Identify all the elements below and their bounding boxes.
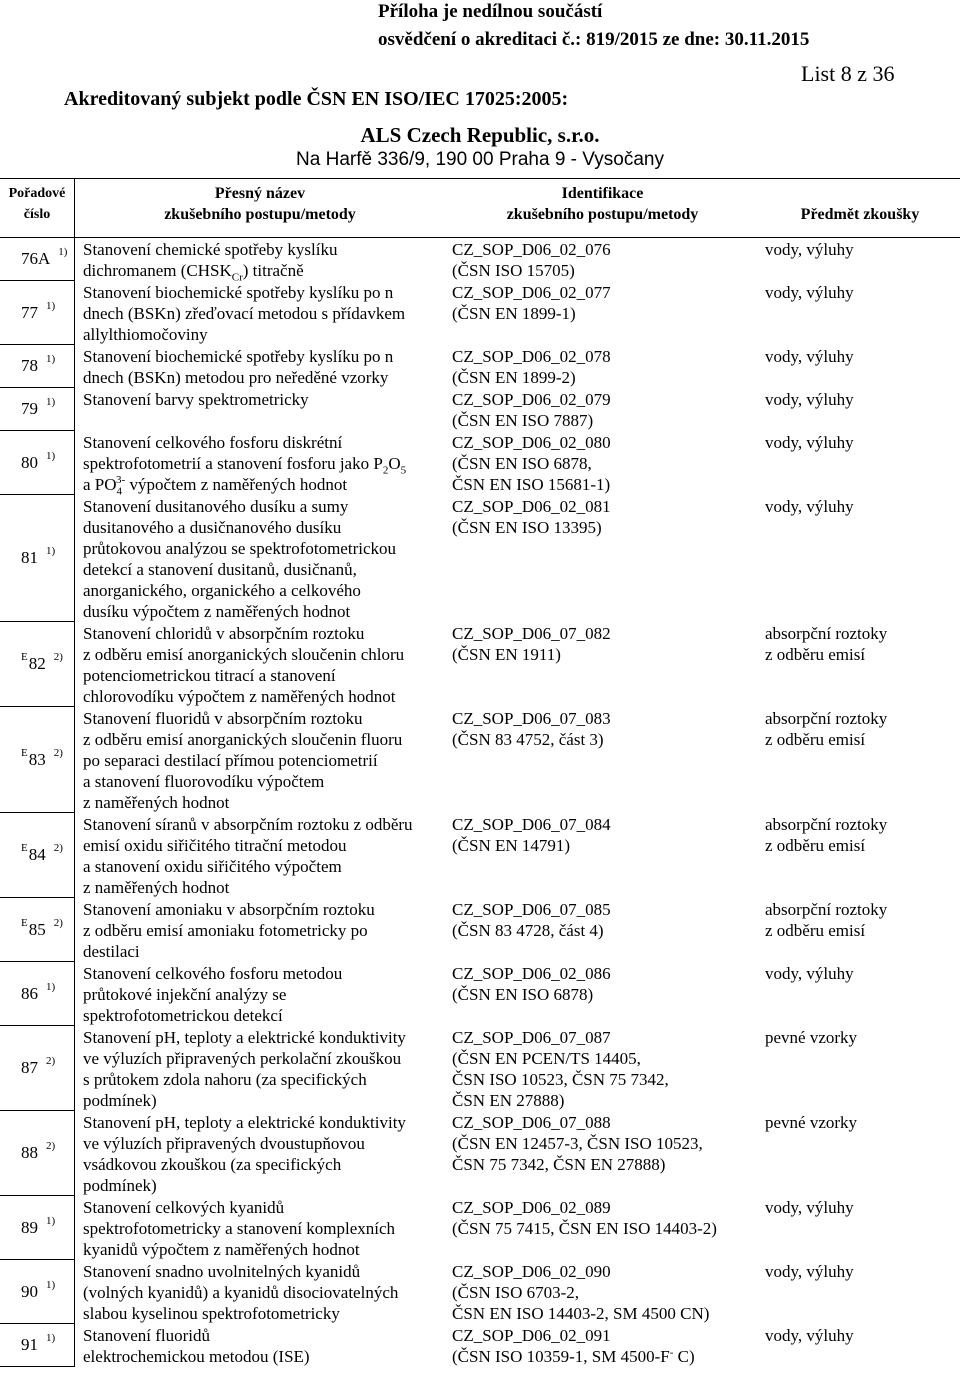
- text-line: CZ_SOP_D06_02_086: [452, 964, 611, 983]
- row-number-cell: [0, 388, 75, 431]
- subscript: 5: [400, 464, 407, 477]
- text-line: CZ_SOP_D06_02_091: [452, 1326, 611, 1345]
- text-line: z naměřených hodnot: [83, 793, 230, 812]
- text-line: emisí oxidu siřičitého titrační metodou: [83, 836, 347, 855]
- text-line: destilaci: [83, 942, 140, 961]
- row-number: 91: [21, 1335, 38, 1354]
- method-identification: [452, 622, 765, 707]
- column-header-line: číslo: [23, 207, 51, 222]
- method-name: [75, 622, 452, 707]
- test-subject: [765, 238, 960, 281]
- accredited-subject-label: Akreditovaný subjekt podle ČSN EN ISO/IEC 17025:2005:: [64, 88, 569, 110]
- test-subject: [765, 1324, 960, 1367]
- table-row: [0, 813, 960, 898]
- text-line: vody, výluhy: [765, 1262, 854, 1281]
- text-line: pevné vzorky: [765, 1113, 858, 1132]
- text-line: vody, výluhy: [765, 1198, 854, 1217]
- table-row: [0, 1196, 960, 1260]
- text-line: Stanovení snadno uvolnitelných kyanidů: [83, 1262, 361, 1281]
- table-row: [0, 1026, 960, 1111]
- table-row: [0, 1111, 960, 1196]
- method-identification: [452, 962, 765, 1026]
- text-line: Stanovení chemické spotřeby kyslíku: [83, 240, 338, 259]
- text-line: Stanovení celkového fosforu diskrétní: [83, 433, 343, 452]
- text-segment: (ČSN ISO 10359-1, SM 4500-F: [452, 1347, 670, 1366]
- text-line: CZ_SOP_D06_07_085: [452, 900, 611, 919]
- row-number: 80: [21, 452, 38, 472]
- text-line: Stanovení celkových kyanidů: [83, 1198, 285, 1217]
- row-footnote-mark: 2): [53, 842, 63, 854]
- row-number: 88: [21, 1143, 38, 1162]
- text-line: Stanovení amoniaku v absorpčním roztoku: [83, 900, 375, 919]
- method-identification: [452, 813, 765, 898]
- row-footnote-mark: 2): [46, 1140, 56, 1152]
- method-identification: [452, 1196, 765, 1260]
- text-line: (ČSN EN ISO 6878,: [452, 454, 592, 473]
- subscript: 4: [116, 485, 123, 498]
- table-row: [0, 345, 960, 388]
- row-number-cell: [0, 1260, 75, 1324]
- text-line: [83, 260, 452, 284]
- text-line: průtokové injekční analýzy se: [83, 985, 287, 1004]
- row-number-prefix: E: [21, 916, 28, 929]
- test-subject: [765, 813, 960, 898]
- text-line: s průtokem zdola nahoru (za specifických: [83, 1070, 367, 1089]
- row-number: 81: [21, 548, 38, 567]
- text-line: CZ_SOP_D06_02_078: [452, 347, 611, 366]
- test-subject: [765, 281, 960, 345]
- method-name: [75, 388, 452, 431]
- row-number-cell: [0, 1324, 75, 1367]
- row-footnote-mark: 2): [53, 916, 63, 929]
- text-line: CZ_SOP_D06_02_077: [452, 283, 611, 302]
- row-number-cell: [0, 962, 75, 1026]
- row-footnote-mark: 1): [46, 1332, 56, 1344]
- text-line: vody, výluhy: [765, 1326, 854, 1345]
- row-number-cell: [0, 707, 75, 813]
- row-number-prefix: E: [21, 842, 28, 854]
- method-name: [75, 281, 452, 345]
- text-line: z odběru emisí: [765, 645, 866, 664]
- page-number: List 8 z 36: [801, 61, 895, 86]
- text-segment: spektrofotometrií a stanovení fosforu jako P: [83, 454, 383, 473]
- text-line: z odběru emisí amoniaku fotometricky po: [83, 921, 368, 940]
- text-line: (ČSN EN ISO 7887): [452, 411, 594, 430]
- column-header-line: Pořadové: [8, 186, 66, 201]
- column-header-line: zkušebního postupu/metody: [506, 206, 699, 223]
- method-name: [75, 813, 452, 898]
- column-header-line: Předmět zkoušky: [800, 206, 920, 223]
- text-line: Stanovení síranů v absorpčním roztoku z odběru: [83, 815, 413, 834]
- text-line: absorpční roztoky: [765, 709, 888, 728]
- test-subject: [765, 1260, 960, 1324]
- row-number-cell: [0, 431, 75, 495]
- text-line: anorganického, organického a celkového: [83, 581, 361, 600]
- test-subject: [765, 388, 960, 431]
- row-footnote-mark: 1): [46, 980, 56, 993]
- row-number: 79: [21, 399, 38, 418]
- text-line: absorpční roztoky: [765, 815, 888, 834]
- row-footnote-mark: 1): [46, 353, 56, 365]
- row-number-cell: [0, 1111, 75, 1196]
- text-line: (ČSN 83 4728, část 4): [452, 921, 604, 940]
- text-line: spektrofotometrickou detekcí: [83, 1006, 283, 1025]
- text-line: elektrochemickou metodou (ISE): [83, 1347, 310, 1366]
- text-line: CZ_SOP_D06_02_090: [452, 1262, 611, 1281]
- company-address: Na Harfě 336/9, 190 00 Praha 9 - Vysočany: [296, 149, 664, 170]
- method-name: [75, 1111, 452, 1196]
- text-line: slabou kyselinou spektrofotometricky: [83, 1304, 340, 1323]
- method-identification: [452, 707, 765, 813]
- text-line: CZ_SOP_D06_07_082: [452, 624, 611, 643]
- row-number: 83: [28, 749, 46, 769]
- table-row: [0, 622, 960, 707]
- text-line: (ČSN EN 12457-3, ČSN ISO 10523,: [452, 1134, 703, 1153]
- text-line: dnech (BSKn) metodou pro neředěné vzorky: [83, 368, 389, 387]
- text-line: a stanovení fluorovodíku výpočtem: [83, 772, 325, 791]
- text-line: absorpční roztoky: [765, 624, 888, 643]
- text-line: Stanovení biochemické spotřeby kyslíku po n: [83, 283, 394, 302]
- table-header: [0, 178, 960, 238]
- text-line: CZ_SOP_D06_07_083: [452, 709, 611, 728]
- row-number-cell: [0, 345, 75, 388]
- text-line: ČSN 75 7342, ČSN EN 27888): [452, 1155, 666, 1174]
- method-name: [75, 431, 452, 498]
- column-header-line: Identifikace: [561, 185, 644, 202]
- text-line: (ČSN 75 7415, ČSN EN ISO 14403-2): [452, 1219, 717, 1238]
- method-identification: [452, 388, 765, 431]
- test-subject: [765, 622, 960, 707]
- table-row: [0, 1260, 960, 1324]
- text-line: Stanovení barvy spektrometricky: [83, 390, 309, 409]
- text-line: vody, výluhy: [765, 497, 854, 516]
- text-line: absorpční roztoky: [765, 900, 888, 919]
- table-row: [0, 962, 960, 1026]
- row-footnote-mark: 1): [46, 449, 56, 462]
- text-line: CZ_SOP_D06_07_084: [452, 815, 611, 834]
- table-row: [0, 707, 960, 813]
- row-number-cell: [0, 281, 75, 345]
- text-line: Stanovení celkového fosforu metodou: [83, 964, 343, 983]
- text-line: dnech (BSKn) zřeďovací metodou s přídavkem: [83, 304, 406, 323]
- text-line: (ČSN EN ISO 13395): [452, 518, 602, 537]
- text-line: ČSN ISO 10523, ČSN 75 7342,: [452, 1070, 669, 1089]
- method-identification: [452, 238, 765, 281]
- text-line: z odběru emisí: [765, 730, 866, 749]
- row-number: 77: [21, 302, 38, 322]
- column-header-test-subject: [760, 179, 960, 237]
- text-line: dusíku výpočtem z naměřených hodnot: [83, 602, 351, 621]
- text-segment: O: [388, 454, 401, 473]
- text-line: (ČSN EN ISO 6878): [452, 985, 594, 1004]
- text-segment: C): [673, 1347, 695, 1366]
- method-identification: [452, 1324, 765, 1367]
- text-line: podmínek): [83, 1091, 157, 1110]
- methods-table: [0, 238, 960, 1367]
- text-line: (ČSN ISO 6703-2,: [452, 1283, 580, 1302]
- text-segment: výpočtem z naměřených hodnot: [125, 475, 348, 494]
- row-number: 76A: [21, 249, 51, 268]
- method-name: [75, 1196, 452, 1260]
- row-number-cell: [0, 813, 75, 898]
- row-number-cell: [0, 238, 75, 281]
- text-line: (ČSN EN 14791): [452, 836, 571, 855]
- text-line: ČSN EN ISO 15681-1): [452, 475, 611, 494]
- method-identification: [452, 495, 765, 622]
- text-line: ČSN EN ISO 14403-2, SM 4500 CN): [452, 1304, 710, 1323]
- table-row: [0, 898, 960, 962]
- column-header-line: zkušebního postupu/metody: [164, 206, 356, 223]
- row-footnote-mark: 1): [46, 1278, 56, 1291]
- text-line: vsádkovou zkouškou (za specifických: [83, 1155, 342, 1174]
- text-line: Stanovení fluoridů v absorpčním roztoku: [83, 709, 363, 728]
- table-row: [0, 238, 960, 284]
- text-line: [83, 474, 452, 498]
- superscript: 3-: [116, 474, 126, 487]
- text-line: (ČSN EN 1899-2): [452, 368, 576, 387]
- text-line: (volných kyanidů) a kyanidů disociovatelných: [83, 1283, 399, 1302]
- method-identification: [452, 345, 765, 388]
- method-identification: [452, 431, 765, 495]
- test-subject: [765, 1111, 960, 1196]
- test-subject: [765, 431, 960, 495]
- test-subject: [765, 962, 960, 1026]
- text-segment: dichromanem (CHSK: [83, 261, 232, 280]
- text-line: Stanovení fluoridů: [83, 1326, 211, 1345]
- text-line: dusitanového a dusičnanového dusíku: [83, 518, 342, 537]
- text-line: vody, výluhy: [765, 347, 854, 366]
- text-line: [452, 1346, 765, 1367]
- text-line: CZ_SOP_D06_02_080: [452, 433, 611, 452]
- text-line: Stanovení pH, teploty a elektrické konduktivity: [83, 1028, 406, 1047]
- row-footnote-mark: 2): [53, 651, 63, 663]
- method-identification: [452, 281, 765, 345]
- method-identification: [452, 1111, 765, 1196]
- text-line: ČSN EN 27888): [452, 1091, 565, 1110]
- row-number-prefix: E: [21, 746, 28, 759]
- method-name: [75, 1324, 452, 1367]
- text-line: podmínek): [83, 1176, 157, 1195]
- row-footnote-mark: 1): [46, 1214, 56, 1227]
- superscript: -: [669, 1346, 674, 1359]
- text-line: vody, výluhy: [765, 390, 854, 409]
- subscript: Cr: [231, 271, 243, 284]
- text-line: potenciometrickou titrací a stanovení: [83, 666, 336, 685]
- method-identification: [452, 898, 765, 962]
- row-number: 78: [21, 356, 38, 375]
- annex-title-line-2: osvědčení o akreditaci č.: 819/2015 ze dne: 30.11.2015: [378, 29, 810, 50]
- text-segment: ) titračně: [242, 261, 304, 280]
- row-footnote-mark: 1): [46, 396, 56, 408]
- row-number-cell: [0, 495, 75, 622]
- company-name: ALS Czech Republic, s.r.o.: [360, 123, 600, 147]
- row-number-prefix: E: [21, 651, 28, 663]
- table-row: [0, 388, 960, 431]
- row-footnote-mark: 1): [46, 299, 56, 312]
- row-number: 89: [21, 1217, 38, 1237]
- method-identification: [452, 1260, 765, 1324]
- test-subject: [765, 1026, 960, 1111]
- text-line: CZ_SOP_D06_02_079: [452, 390, 611, 409]
- text-line: (ČSN 83 4752, část 3): [452, 730, 604, 749]
- row-number: 86: [21, 983, 38, 1003]
- text-line: CZ_SOP_D06_02_081: [452, 497, 611, 516]
- row-number-cell: [0, 1026, 75, 1111]
- text-line: CZ_SOP_D06_02_089: [452, 1198, 611, 1217]
- test-subject: [765, 345, 960, 388]
- test-subject: [765, 495, 960, 622]
- text-line: Stanovení dusitanového dusíku a sumy: [83, 497, 349, 516]
- table-row: [0, 431, 960, 498]
- text-line: CZ_SOP_D06_07_088: [452, 1113, 611, 1132]
- column-header-method-name: [75, 179, 445, 237]
- text-line: [83, 453, 452, 477]
- text-line: ve výluzích připravených perkolační zkouškou: [83, 1049, 402, 1068]
- row-footnote-mark: 1): [58, 246, 68, 258]
- text-line: a stanovení oxidu siřičitého výpočtem: [83, 857, 342, 876]
- text-line: (ČSN EN PCEN/TS 14405,: [452, 1049, 641, 1068]
- text-line: allylthiomočoviny: [83, 325, 208, 344]
- table-row: [0, 1324, 960, 1367]
- method-name: [75, 898, 452, 962]
- subscript: 2: [382, 464, 389, 477]
- test-subject: [765, 898, 960, 962]
- text-line: Stanovení biochemické spotřeby kyslíku po n: [83, 347, 394, 366]
- row-number: 82: [28, 654, 46, 673]
- text-line: průtokovou analýzou se spektrofotometrickou: [83, 539, 397, 558]
- column-header-line: Přesný název: [214, 185, 306, 202]
- method-name: [75, 495, 452, 622]
- row-number: 84: [28, 845, 46, 864]
- text-line: CZ_SOP_D06_07_087: [452, 1028, 611, 1047]
- text-line: (ČSN EN 1899-1): [452, 304, 576, 323]
- text-line: detekcí a stanovení dusitanů, dusičnanů,: [83, 560, 357, 579]
- text-line: vody, výluhy: [765, 240, 854, 259]
- text-line: z odběru emisí: [765, 836, 866, 855]
- text-line: z odběru emisí anorganických sloučenin fluoru: [83, 730, 403, 749]
- text-line: kyanidů výpočtem z naměřených hodnot: [83, 1240, 360, 1259]
- column-header-number: [0, 179, 75, 237]
- text-line: (ČSN ISO 15705): [452, 261, 575, 280]
- row-number: 87: [21, 1058, 38, 1077]
- row-number-cell: [0, 898, 75, 962]
- method-name: [75, 707, 452, 813]
- row-number-cell: [0, 622, 75, 707]
- method-name: [75, 238, 452, 284]
- text-line: chlorovodíku výpočtem z naměřených hodnot: [83, 687, 396, 706]
- annex-title-line-1: Příloha je nedílnou součástí: [378, 1, 603, 22]
- text-line: vody, výluhy: [765, 964, 854, 983]
- text-segment: a PO: [83, 475, 117, 494]
- method-name: [75, 345, 452, 388]
- row-number: 90: [21, 1281, 38, 1301]
- table-row: [0, 281, 960, 345]
- row-footnote-mark: 1): [46, 545, 56, 557]
- row-footnote-mark: 2): [53, 746, 63, 759]
- column-header-identification: [445, 179, 760, 237]
- text-line: spektrofotometricky a stanovení komplexních: [83, 1219, 396, 1238]
- text-line: ve výluzích připravených dvoustupňovou: [83, 1134, 365, 1153]
- table-row: [0, 495, 960, 622]
- row-number: 85: [28, 919, 46, 939]
- method-name: [75, 962, 452, 1026]
- row-number-cell: [0, 1196, 75, 1260]
- text-line: Stanovení pH, teploty a elektrické konduktivity: [83, 1113, 406, 1132]
- text-line: vody, výluhy: [765, 283, 854, 302]
- text-line: pevné vzorky: [765, 1028, 858, 1047]
- row-footnote-mark: 2): [46, 1055, 56, 1067]
- text-line: z odběru emisí anorganických sloučenin chloru: [83, 645, 405, 664]
- test-subject: [765, 707, 960, 813]
- method-name: [75, 1026, 452, 1111]
- text-line: (ČSN EN 1911): [452, 645, 561, 664]
- text-line: po separaci destilací přímou potenciometrií: [83, 751, 378, 770]
- text-line: vody, výluhy: [765, 433, 854, 452]
- text-line: z naměřených hodnot: [83, 878, 230, 897]
- method-identification: [452, 1026, 765, 1111]
- text-line: CZ_SOP_D06_02_076: [452, 240, 611, 259]
- text-line: Stanovení chloridů v absorpčním roztoku: [83, 624, 365, 643]
- method-name: [75, 1260, 452, 1324]
- text-line: z odběru emisí: [765, 921, 866, 940]
- test-subject: [765, 1196, 960, 1260]
